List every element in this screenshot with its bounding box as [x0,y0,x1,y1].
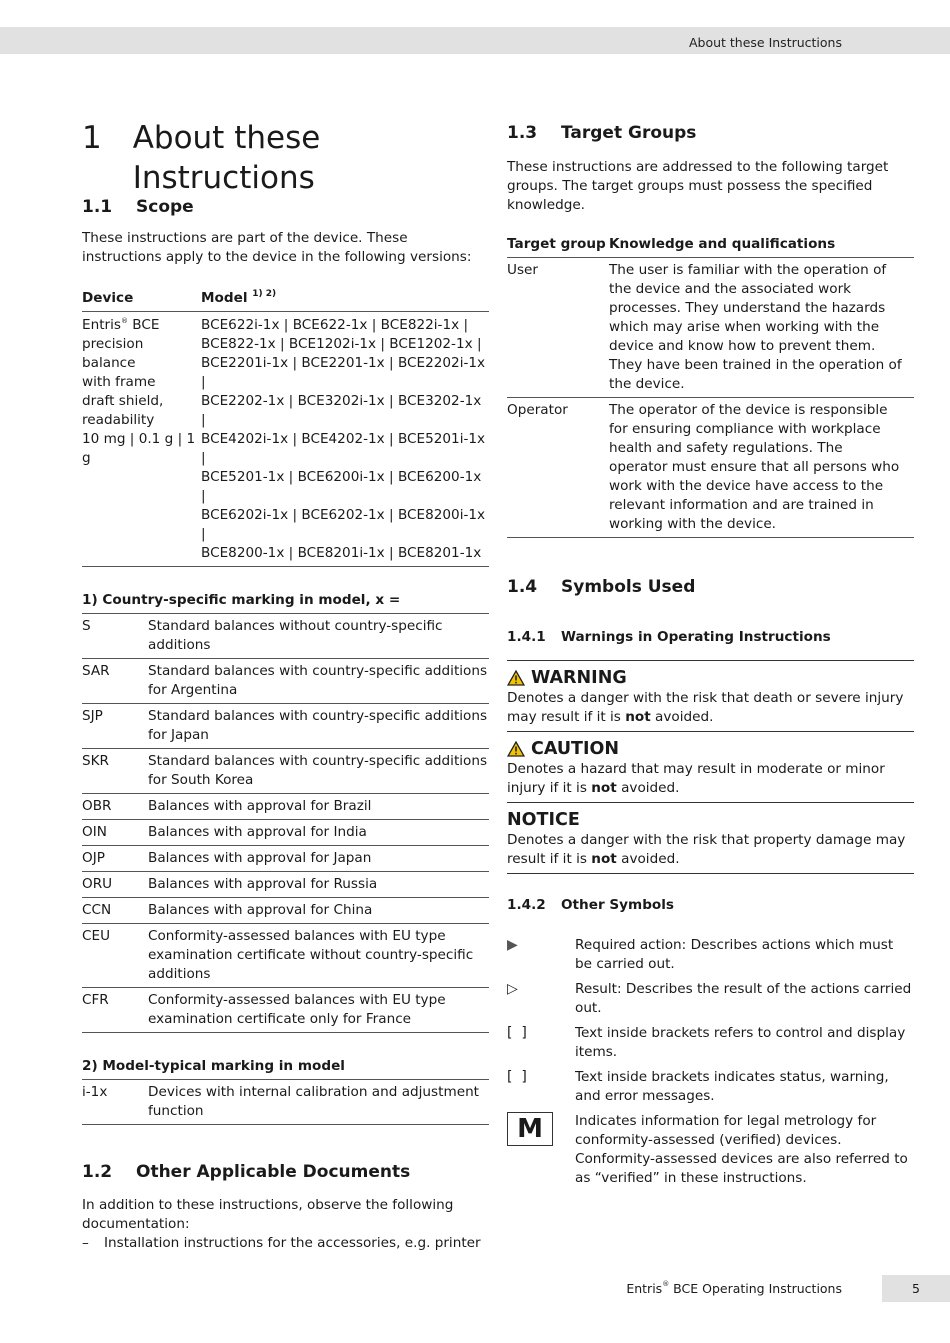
list-item [507,980,914,1018]
marking-code: ORU [82,876,113,892]
warning-title [507,667,914,689]
marking-desc: Balances with approval for Brazil [148,798,372,814]
marking-code: CCN [82,902,112,918]
table-row [82,614,489,659]
caution-block [507,731,914,798]
model-line: BCE6202i-1x | BCE6202-1x | BCE8200i-1x | [201,507,486,542]
text-bold: not [591,780,617,796]
marking-code: i-1x [82,1084,108,1100]
warning-label: WARNING [531,668,627,688]
section-number: 1.3 [507,123,538,143]
chapter-title: About these Instructions [132,120,321,196]
col-model-label: Model [201,290,248,306]
table-row [82,749,489,794]
table-row [82,924,489,988]
section-number: 1.2 [82,1162,113,1182]
marking-desc: Balances with approval for India [148,824,367,840]
col-model [201,289,489,308]
divider [507,873,914,874]
marking-code: S [82,618,91,634]
marking-code: OIN [82,824,107,840]
caution-label: CAUTION [531,739,620,759]
metrology-m-icon [507,1112,575,1188]
other-symbols-heading [507,896,914,914]
list-item-text: Installation instructions for the accessories, e.g. printer [104,1235,481,1251]
country-marking-title: 1) Country-specific marking in model, x = [82,591,489,614]
scope-intro: These instructions are part of the device. These instructions apply to the device in the following versions: [82,230,472,265]
marking-desc: Balances with approval for Japan [148,850,372,866]
subsection-title: Other Symbols [561,897,675,913]
model-marking-table [82,1057,489,1125]
text-part: avoided. [650,709,714,725]
country-marking-table [82,591,489,1033]
caution-triangle-icon [507,741,525,757]
warnings-heading [507,628,914,646]
device-suffix: BCE [127,317,160,333]
warning-block [507,660,914,727]
marking-desc: Conformity-assessed balances with EU type examination certificate only for France [148,992,446,1027]
bracket-icon: [ ] [507,1025,527,1041]
footer-brand: Entris [626,1281,663,1296]
table-row [82,820,489,846]
marking-desc: Conformity-assessed balances with EU type examination certificate without country-specific additions [148,928,474,982]
marking-desc: Standard balances without country-specific additions [148,618,443,653]
marking-code: OBR [82,798,112,814]
left-column [82,118,489,1253]
dash-bullet: – [82,1235,89,1251]
page-number: 5 [882,1275,950,1302]
device-line: with frame [82,374,156,390]
target-group: User [507,262,538,278]
section-title: Scope [136,197,194,217]
table-row [82,659,489,704]
symbols-list [507,936,914,1188]
symbol-desc: Text inside brackets refers to control and display items. [575,1025,906,1060]
col-knowledge: Knowledge and qualifications [609,236,836,252]
marking-desc: Balances with approval for Russia [148,876,378,892]
target-group: Operator [507,402,568,418]
text-bold: not [591,851,617,867]
other-docs-intro: In addition to these instructions, observe the following documentation: [82,1197,454,1232]
running-header: About these Instructions [688,35,842,50]
section-number: 1.4 [507,577,538,597]
device-row [82,312,489,567]
table-row [507,398,914,538]
notice-label: NOTICE [507,810,580,830]
marking-code: SKR [82,753,109,769]
device-table [82,289,489,567]
target-table-header [507,235,914,258]
table-row [82,846,489,872]
reg-mark: ® [120,317,128,325]
list-item [82,1234,489,1253]
device-line [82,316,201,335]
model-line: BCE5201-1x | BCE6200i-1x | BCE6200-1x | [201,469,482,504]
marking-code: SJP [82,708,103,724]
notice-text [507,831,914,869]
table-row [82,794,489,820]
device-line: draft shield, [82,393,164,409]
table-row [82,872,489,898]
header-band [0,27,950,54]
table-row [507,258,914,398]
device-cell [82,316,201,563]
marking-desc: Devices with internal calibration and adjustment function [148,1084,480,1119]
other-docs-heading [82,1161,489,1183]
table-row [82,898,489,924]
text-part: Denotes a hazard that may result in moderate or minor injury if it is [507,761,885,796]
text-part: Denotes a danger with the risk that death or severe injury may result if it is [507,690,904,725]
symbol-desc: Indicates information for legal metrology for conformity-assessed (verified) devices. Conformity-assessed devices are also referred to as “verified” in these instructions. [575,1113,908,1186]
list-item [507,1024,914,1062]
table-row [82,704,489,749]
col-target-group: Target group [507,236,606,252]
model-line: BCE822-1x | BCE1202i-1x | BCE1202-1x | [201,336,482,352]
list-item [507,936,914,974]
list-item [507,1112,914,1188]
symbol-desc: Result: Describes the result of the actions carried out. [575,981,912,1016]
model-line: BCE622i-1x | BCE622-1x | BCE822i-1x | [201,317,469,333]
action-arrow-icon: ▶ [507,937,518,953]
marking-desc: Standard balances with country-specific additions for Argentina [148,663,488,698]
marking-code: CEU [82,928,111,944]
device-line: 10 mg | 0.1 g | 1 g [82,431,196,466]
text-part: Denotes a danger with the risk that property damage may result if it is [507,832,906,867]
col-device: Device [82,290,134,306]
marking-desc: Standard balances with country-specific additions for Japan [148,708,488,743]
chapter-heading [82,118,489,196]
m-box: M [507,1112,553,1146]
model-cell [201,316,489,563]
warning-triangle-icon [507,670,525,686]
footer-doc-title: BCE Operating Instructions [669,1281,842,1296]
col-model-footnote: 1) 2) [252,289,277,299]
model-line: BCE8200-1x | BCE8201i-1x | BCE8201-1x [201,545,482,561]
target-knowledge: The operator of the device is responsible for ensuring compliance with workplace health and safety regulations. The operator must ensure that all persons who work with the device have access to the relevant information and are trained in working with the device. [609,402,900,532]
marking-desc: Standard balances with country-specific additions for South Korea [148,753,488,788]
section-title: Symbols Used [561,577,696,597]
marking-code: SAR [82,663,110,679]
notice-block [507,802,914,869]
caution-text [507,760,914,798]
text-part: avoided. [616,851,680,867]
device-name: Entris [82,317,121,333]
notice-title [507,809,914,831]
subsection-title: Warnings in Operating Instructions [561,629,831,645]
list-item [507,1068,914,1106]
target-intro: These instructions are addressed to the following target groups. The target groups must possess the specified knowledge. [507,159,889,213]
bracket-icon: [ ] [507,1069,527,1085]
model-line: BCE2202-1x | BCE3202i-1x | BCE3202-1x | [201,393,482,428]
text-part: avoided. [616,780,680,796]
device-table-header [82,289,489,312]
footer-title [626,1279,842,1298]
caution-title [507,738,914,760]
marking-code: OJP [82,850,105,866]
symbols-heading [507,576,914,598]
symbol-desc: Required action: Describes actions which must be carried out. [575,937,894,972]
target-table [507,235,914,538]
text-bold: not [625,709,651,725]
subsection-number: 1.4.1 [507,629,546,645]
model-line: BCE2201i-1x | BCE2201-1x | BCE2202i-1x | [201,355,486,390]
result-arrow-icon: ▷ [507,981,518,997]
target-knowledge: The user is familiar with the operation of the device and the associated work processes. They understand the hazards which may arise when working with the device and know how to prevent them. They have been trained in the operation of the device. [609,262,902,392]
table-row [82,988,489,1033]
marking-code: CFR [82,992,109,1008]
marking-desc: Balances with approval for China [148,902,373,918]
table-row [82,1080,489,1125]
device-line: readability [82,412,155,428]
model-marking-title: 2) Model-typical marking in model [82,1057,489,1080]
right-column [507,118,914,1194]
section-title: Other Applicable Documents [136,1162,411,1182]
section-title: Target Groups [561,123,697,143]
chapter-number: 1 [82,120,102,156]
reg-mark: ® [662,1280,670,1288]
warning-text [507,689,914,727]
subsection-number: 1.4.2 [507,897,546,913]
device-line: precision balance [82,336,144,371]
symbol-desc: Text inside brackets indicates status, warning, and error messages. [575,1069,889,1104]
scope-heading [82,196,489,218]
model-line: BCE4202i-1x | BCE4202-1x | BCE5201i-1x | [201,431,486,466]
section-number: 1.1 [82,197,113,217]
target-heading [507,122,914,144]
